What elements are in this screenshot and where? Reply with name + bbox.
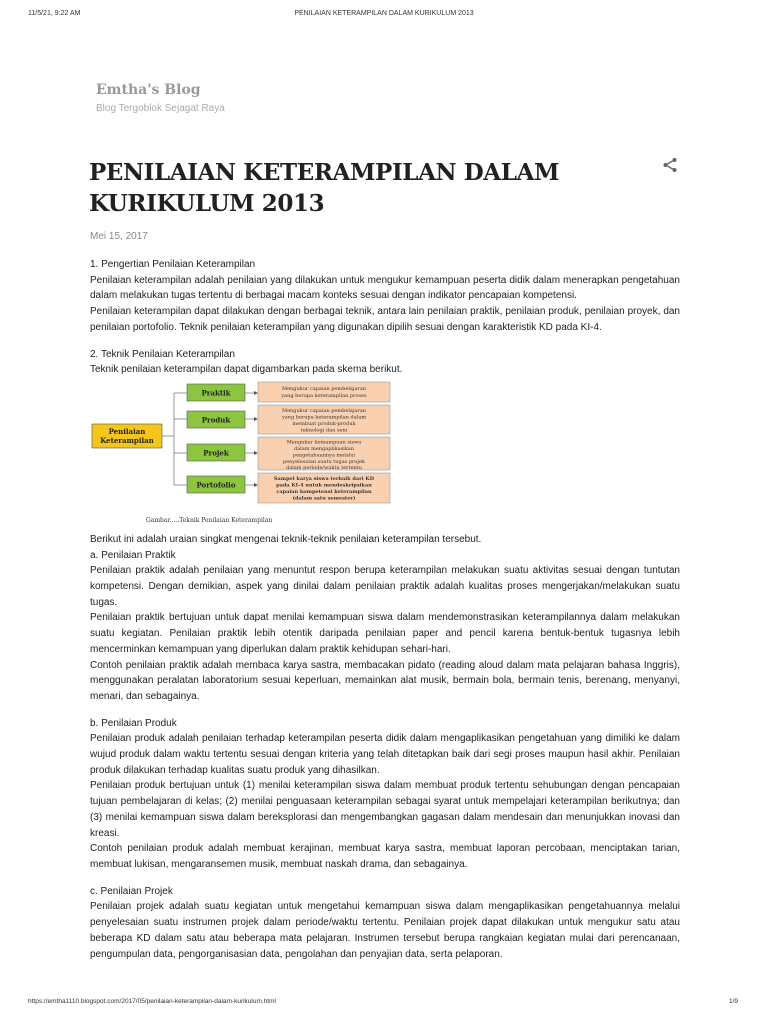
- figure-root-label: Penilaian: [108, 426, 146, 436]
- figure-branch-label: Portofolio: [196, 480, 236, 490]
- figure-branch-label: Produk: [201, 415, 231, 425]
- figure-branch-label: Projek: [203, 448, 229, 458]
- figure-desc-line: pengetahuannya melalui: [292, 452, 356, 459]
- figure-desc-line: Mengukur capaian pembelajaran: [281, 407, 367, 414]
- figure-root-label: Keterampilan: [100, 435, 154, 445]
- figure-desc-line: pada KI-4 untuk mendeskripsikan: [276, 482, 372, 489]
- post-body: [90, 257, 680, 962]
- figure-desc-line: Sampel karya siswa terbaik dari KD: [273, 475, 375, 482]
- figure-desc-line: Mengukur capaian pembelajaran: [281, 385, 367, 392]
- figure-desc-line: yang berupa keterampilan dalam: [281, 414, 367, 421]
- figure-desc-line: (dalam satu semester): [292, 495, 356, 502]
- section-heading: 1. Pengertian Penilaian Keterampilan: [90, 259, 256, 270]
- figure-desc-line: dalam mengaplikasikan: [294, 445, 354, 452]
- figure-desc-line: dalam periode/waktu tertentu: [286, 464, 362, 471]
- figure-desc-line: penyelesaian suatu tugas projek: [283, 458, 365, 465]
- post-title: PENILAIAN KETERAMPILAN DALAM KURIKULUM 2013: [89, 159, 560, 217]
- blog-title[interactable]: Emtha's Blog: [96, 82, 201, 98]
- print-header: [0, 10, 768, 22]
- paragraph: Penilaian keterampilan dapat dilakukan dengan berbagai teknik, antara lain penilaian praktik, penilaian produk, penilaian proyek, dan penilaian portofolio. Teknik penilaian keterampilan yang digunakan dipilih sesuai dengan karakteristik KD pada KI-4.: [90, 306, 680, 333]
- figure-desc-line: Mengukur kemampuan siswa: [286, 439, 362, 446]
- figure-desc-line: capaian kompetensi keterampilan: [276, 488, 372, 495]
- print-footer: [0, 998, 768, 1010]
- print-doc-title: PENILAIAN KETERAMPILAN DALAM KURIKULUM 2013: [294, 10, 474, 17]
- figure-desc-line: yang berupa keterampilan proses: [281, 392, 367, 399]
- section-heading: 2. Teknik Penilaian Keterampilan: [90, 348, 235, 360]
- subsection-heading: a. Penilaian Praktik: [90, 549, 176, 561]
- figure-caption: Gambar.....Teknik Penilaian Keterampilan: [146, 516, 273, 524]
- figure-desc-box: [258, 382, 390, 402]
- blog-tagline: Blog Tergoblok Sejagat Raya: [96, 103, 225, 114]
- paragraph: Penilaian praktik bertujuan untuk dapat menilai kemampuan siswa dalam mendemonstrasikan keterampilannya dalam melakukan suatu kegiatan. Penilaian praktik lebih otentik daripada penilaian paper and pencil karena bentuk-bentuk tugasnya lebih mencerminkan kemampuan yang diperlukan dalam praktik kehidupan sehari-hari.: [90, 612, 680, 655]
- paragraph: Penilaian keterampilan adalah penilaian yang dilakukan untuk mengukur kemampuan peserta didik dalam menerapkan pengetahuan dalam melakukan tugas tertentu di berbagai macam konteks sesuai dengan indikator pencapaian kompetensi.: [90, 274, 680, 302]
- paragraph: Penilaian produk bertujuan untuk (1) menilai keterampilan siswa dalam membuat produk tertentu sehubungan dengan pencapaian tujuan pembelajaran di kelas; (2) menilai penguasaan keterampilan sebagai syarat untuk mempelajari keterampilan berikutnya; dan (3) menilai kemampuan siswa dalam bereksplorasi dan mengembangkan gagasan dalam mendesain dan menunjukkan inovasi dan kreasi.: [90, 780, 680, 839]
- paragraph: Teknik penilaian keterampilan dapat digambarkan pada skema berikut.: [90, 364, 403, 376]
- share-icon[interactable]: [662, 157, 678, 173]
- skema-figure: [90, 380, 400, 528]
- print-page-number: 1/9: [728, 998, 738, 1005]
- paragraph: Berikut ini adalah uraian singkat mengenai teknik-teknik penilaian keterampilan tersebut.: [90, 533, 482, 545]
- subsection-heading: b. Penilaian Produk: [90, 717, 177, 729]
- paragraph: Contoh penilaian praktik adalah membaca karya sastra, membacakan pidato (reading aloud dalam mata pelajaran bahasa Inggris), menggunakan peralatan laboratorium sesuai keperluan, memainkan alat musik, bermain bola, bermain tenis, berenang, menyanyi, menari, dan sebagainya.: [90, 659, 680, 702]
- post-date[interactable]: Mei 15, 2017: [90, 231, 148, 242]
- paragraph: Contoh penilaian produk adalah membuat kerajinan, membuat karya sastra, membuat laporan percobaan, menciptakan tarian, membuat lukisan, mengaransemen musik, membuat naskah drama, dan sebagainya.: [90, 843, 680, 870]
- print-url: https://emtha1110.blogspot.com/2017/05/penilaian-keterampilan-dalam-kurikulum.html: [28, 998, 276, 1005]
- paragraph: Penilaian praktik adalah penilaian yang menuntut respon berupa keterampilan melakukan suatu aktivitas sesuai dengan tuntutan kompetensi. Dengan demikian, aspek yang dinilai dalam penilaian praktik adalah kualitas proses mengerjakan/melakukan suatu tugas.: [90, 565, 680, 608]
- figure-desc-line: membuat produk-produk: [292, 420, 356, 427]
- paragraph: Penilaian produk adalah penilaian terhadap keterampilan peserta didik dalam mengaplikasikan pengetahuan yang dimiliki ke dalam wujud produk dalam waktu tertentu sesuai dengan kriteria yang telah ditetapkan baik dari segi proses maupun hasil akhir. Penilaian produk dilakukan terhadap kualitas suatu produk yang dihasilkan.: [90, 733, 680, 776]
- figure-branch-label: Praktik: [201, 388, 231, 398]
- paragraph: Penilaian projek adalah suatu kegiatan untuk mengetahui kemampuan siswa dalam mengaplikasikan pengetahuannya melalui penyelesaian suatu instrumen projek dalam periode/waktu tertentu. Penilaian projek dapat dilakukan untuk mengukur satu atau beberapa KD dalam satu atau beberapa mata pelajaran. Instrumen tersebut berupa rangkaian kegiatan mulai dari perencanaan, pengumpulan data, pengorganisasian data, pengolahan dan penyajian data, serta pelaporan.: [90, 901, 680, 960]
- print-datetime: 11/5/21, 9:22 AM: [28, 10, 81, 17]
- subsection-heading: c. Penilaian Projek: [90, 885, 173, 897]
- figure-desc-line: teknologi dan seni: [300, 427, 348, 434]
